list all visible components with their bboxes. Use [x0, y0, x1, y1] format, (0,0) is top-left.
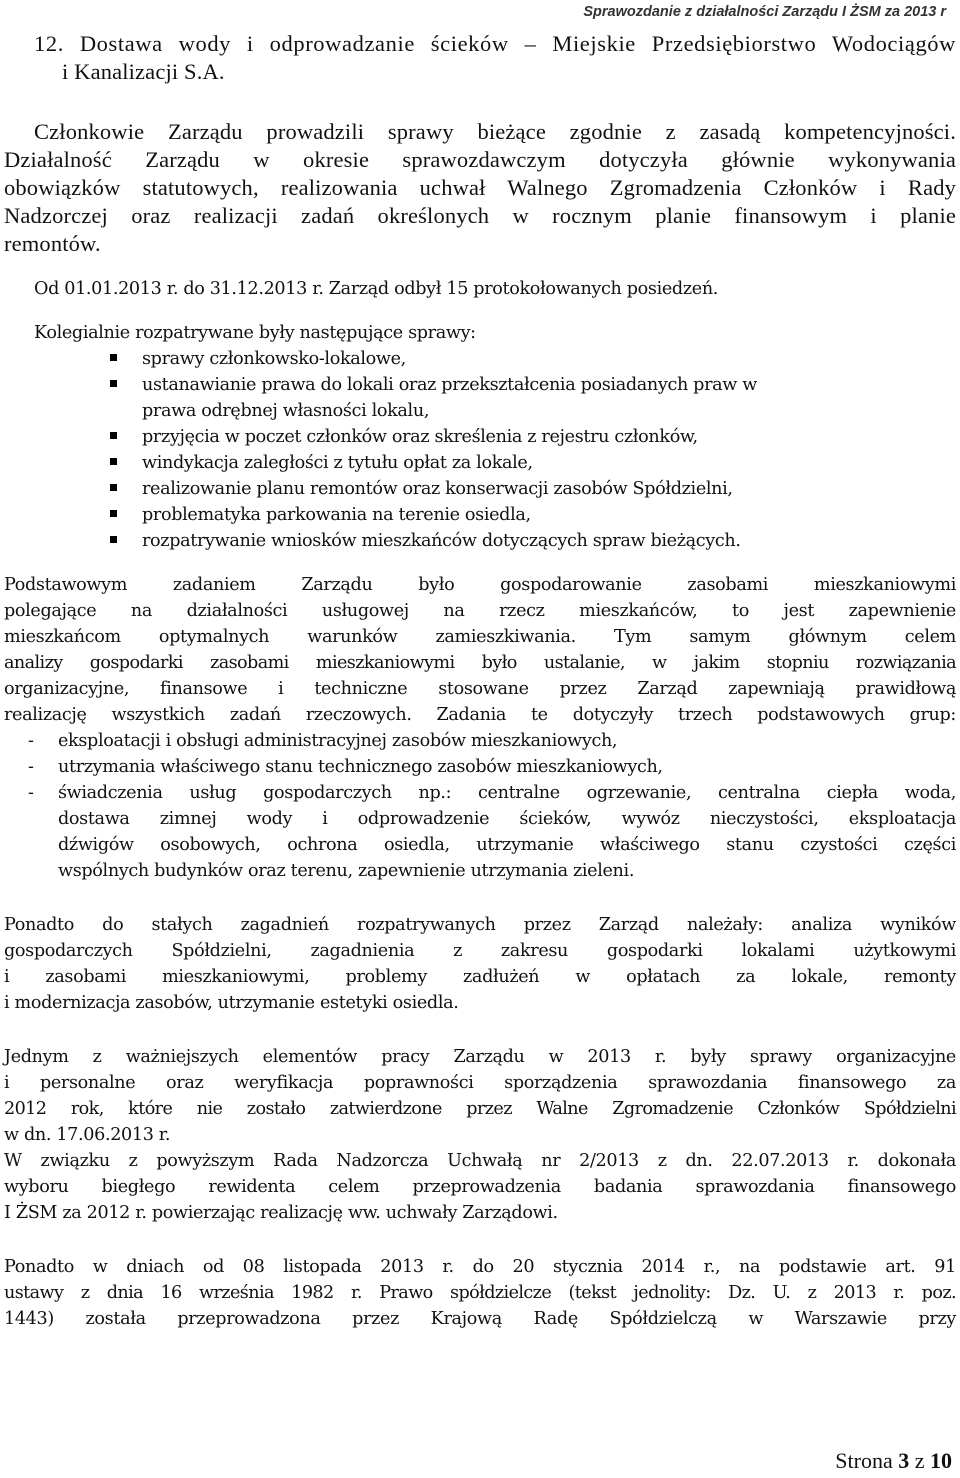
list-item: windykacja zaległości z tytułu opłat za lokale, [142, 450, 956, 476]
paragraph-line: wspólnych budynków oraz terenu, zapewnienie utrzymania zieleni. [58, 861, 635, 881]
paragraph-additional-matters [4, 912, 956, 1016]
item-12-line-1: 12. Dostawa wody i odprowadzanie ścieków – Miejskie Przedsiębiorstwo Wodociągów [34, 31, 956, 56]
paragraph-line: I ŻSM za 2012 r. powierzając realizację ww. uchwały Zarządowi. [4, 1203, 558, 1223]
page-number-total: 10 [930, 1448, 952, 1473]
page-number-prefix: Strona [835, 1448, 893, 1473]
list-item: ustanawianie prawa do lokali oraz przekształcenia posiadanych praw w [142, 372, 956, 398]
paragraph-line: ustawy z dnia 16 września 1982 r. Prawo spółdzielcze (tekst jednolity: Dz. U. z 2013 r. poz. [4, 1283, 956, 1303]
paragraph-line: Nadzorczej oraz realizacji zadań określonych w rocznym planie finansowym i planie [4, 203, 956, 228]
page-number [835, 1448, 952, 1474]
list-item: przyjęcia w poczet członków oraz skreślenia z rejestru członków, [142, 424, 956, 450]
paragraph-line: 2012 rok, które nie zostało zatwierdzone przez Walne Zgromadzenie Członków Spółdzielni [4, 1099, 956, 1119]
list-item: - utrzymania właściwego stanu technicznego zasobów mieszkaniowych, [58, 754, 956, 780]
paragraph-line: W związku z powyższym Rada Nadzorcza Uchwałą nr 2/2013 z dn. 22.07.2013 r. dokonała [4, 1151, 956, 1171]
paragraph-line: remontów. [4, 231, 101, 256]
paragraph-line: wyboru biegłego rewidenta celem przeprowadzenia badania sprawozdania finansowego [4, 1177, 956, 1197]
paragraph-line: Działalność Zarządu w okresie sprawozdawczym dotyczyła głównie wykonywania [4, 147, 956, 172]
collegial-matters-intro: Kolegialnie rozpatrywane były następujące sprawy: [34, 323, 476, 343]
paragraph-line: organizacyjne, finansowe i techniczne stosowane przez Zarząd zapewniają prawidłową [4, 679, 956, 699]
item-12 [4, 30, 956, 86]
paragraph-line: i modernizacja zasobów, utrzymanie estetyki osiedla. [4, 993, 459, 1013]
paragraph-line: realizację wszystkich zadań rzeczowych. Zadania te dotyczyły trzech podstawowych grup: [4, 705, 956, 725]
list-item: realizowanie planu remontów oraz konserwacji zasobów Spółdzielni, [142, 476, 956, 502]
paragraph-line: - świadczenia usług gospodarczych np.: centralne ogrzewanie, centralna ciepła woda, [58, 783, 956, 803]
collegial-matters-list [4, 346, 956, 398]
paragraph-line: dostawa zimnej wody i odprowadzenie ścieków, wywóz nieczystości, eksploatacja [58, 809, 956, 829]
paragraph-line: Ponadto do stałych zagadnień rozpatrywanych przez Zarząd należały: analiza wyników [4, 915, 956, 935]
collegial-matters [4, 320, 956, 554]
paragraph-line: polegające na działalności usługowej na rzecz mieszkańców, to jest zapewnienie [4, 601, 956, 621]
page-number-sep: z [914, 1448, 925, 1473]
collegial-matters-list-cont [4, 424, 956, 554]
paragraph-line: dźwigów osobowych, ochrona osiedla, utrzymanie właściwego stanu czystości części [58, 835, 956, 855]
document-body [4, 30, 956, 1332]
paragraph-audit [4, 1254, 956, 1332]
list-item: sprawy członkowsko-lokalowe, [142, 346, 956, 372]
running-header: Sprawozdanie z działalności Zarządu I ŻSM za 2013 r [583, 4, 946, 20]
paragraph-line: gospodarczych Spółdzielni, zagadnienia z zakresu gospodarki lokalami użytkowymi [4, 941, 956, 961]
paragraph-line: w dn. 17.06.2013 r. [4, 1125, 171, 1145]
paragraph-line: 1443) została przeprowadzona przez Krajową Radę Spółdzielczą w Warszawie przy [4, 1309, 956, 1329]
task-groups-list [4, 728, 956, 884]
list-item: - eksploatacji i obsługi administracyjnej zasobów mieszkaniowych, [58, 728, 956, 754]
list-item: rozpatrywanie wniosków mieszkańców dotyczących spraw bieżących. [142, 528, 956, 554]
list-item [58, 780, 956, 884]
paragraph-line: i personalne oraz weryfikacja poprawności sporządzenia sprawozdania finansowego za [4, 1073, 956, 1093]
paragraph-line: Podstawowym zadaniem Zarządu było gospodarowanie zasobami mieszkaniowymi [4, 575, 956, 595]
paragraph-basic-task [4, 572, 956, 884]
paragraph-line: analizy gospodarki zasobami mieszkaniowymi było ustalanie, w jakim stopniu rozwiązania [4, 653, 956, 673]
meetings-count-paragraph: Od 01.01.2013 r. do 31.12.2013 r. Zarząd odbył 15 protokołowanych posiedzeń. [34, 279, 719, 299]
list-item-continuation: prawa odrębnej własności lokalu, [142, 401, 430, 421]
paragraph-line: Jednym z ważniejszych elementów pracy Zarządu w 2013 r. były sprawy organizacyjne [4, 1047, 956, 1067]
page-number-current: 3 [898, 1448, 910, 1473]
paragraph-line: Ponadto w dniach od 08 listopada 2013 r. do 20 stycznia 2014 r., na podstawie art. 91 [4, 1257, 956, 1277]
item-12-line-2: i Kanalizacji S.A. [62, 59, 225, 84]
paragraph-line: obowiązków statutowych, realizowania uchwał Walnego Zgromadzenia Członków i Rady [4, 175, 956, 200]
paragraph-organizational-matters [4, 1044, 956, 1226]
paragraph-line: Członkowie Zarządu prowadzili sprawy bieżące zgodnie z zasadą kompetencyjności. [34, 119, 956, 144]
paragraph-management-activity [4, 118, 956, 258]
paragraph-line: mieszkańcom optymalnych warunków zamieszkiwania. Tym samym głównym celem [4, 627, 956, 647]
list-item: problematyka parkowania na terenie osiedla, [142, 502, 956, 528]
paragraph-line: i zasobami mieszkaniowymi, problemy zadłużeń w opłatach za lokale, remonty [4, 967, 956, 987]
